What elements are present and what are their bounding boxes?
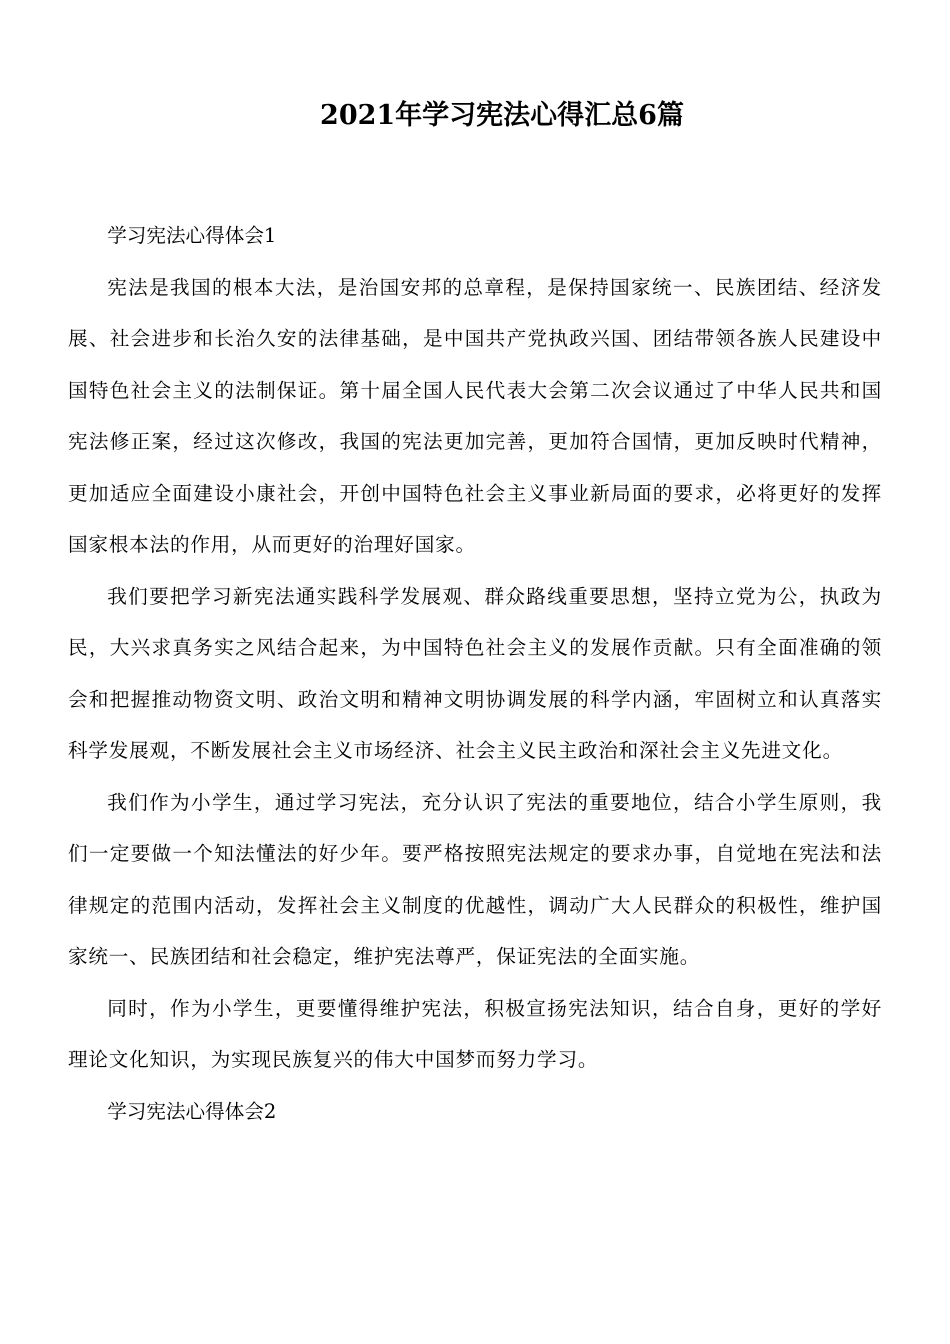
document-title: 2021年学习宪法心得汇总6篇 bbox=[320, 100, 684, 131]
document-body bbox=[68, 210, 882, 1137]
paragraph-4: 同时，作为小学生，更要懂得维护宪法，积极宣扬宪法知识，结合自身，更好的学好理论文化知识，为实现民族复兴的伟大中国梦而努力学习。 bbox=[68, 996, 882, 1071]
section-heading-1: 学习宪法心得体会1 bbox=[107, 224, 277, 247]
paragraph-1: 宪法是我国的根本大法，是治国安邦的总章程，是保持国家统一、民族团结、经济发展、社会进步和长治久安的法律基础，是中国共产党执政兴国、团结带领各族人民建设中国特色社会主义的法制保证。第十届全国人民代表大会第二次会议通过了中华人民共和国宪法修正案，经过这次修改，我国的宪法更加完善，更加符合国情，更加反映时代精神，更加适应全面建设小康社会，开创中国特色社会主义事业新局面的要求，必将更好的发挥国家根本法的作用，从而更好的治理好国家。 bbox=[68, 275, 882, 556]
paragraph-3: 我们作为小学生，通过学习宪法，充分认识了宪法的重要地位，结合小学生原则，我们一定要做一个知法懂法的好少年。要严格按照宪法规定的要求办事，自觉地在宪法和法律规定的范围内活动，发挥社会主义制度的优越性，调动广大人民群众的积极性，维护国家统一、民族团结和社会稳定，维护宪法尊严，保证宪法的全面实施。 bbox=[68, 790, 882, 968]
paragraph-2: 我们要把学习新宪法通实践科学发展观、群众路线重要思想，坚持立党为公，执政为民，大兴求真务实之风结合起来，为中国特色社会主义的发展作贡献。只有全面准确的领会和把握推动物资文明、政治文明和精神文明协调发展的科学内涵，牢固树立和认真落实科学发展观，不断发展社会主义市场经济、社会主义民主政治和深社会主义先进文化。 bbox=[68, 584, 882, 762]
section-heading-2: 学习宪法心得体会2 bbox=[107, 1099, 277, 1123]
